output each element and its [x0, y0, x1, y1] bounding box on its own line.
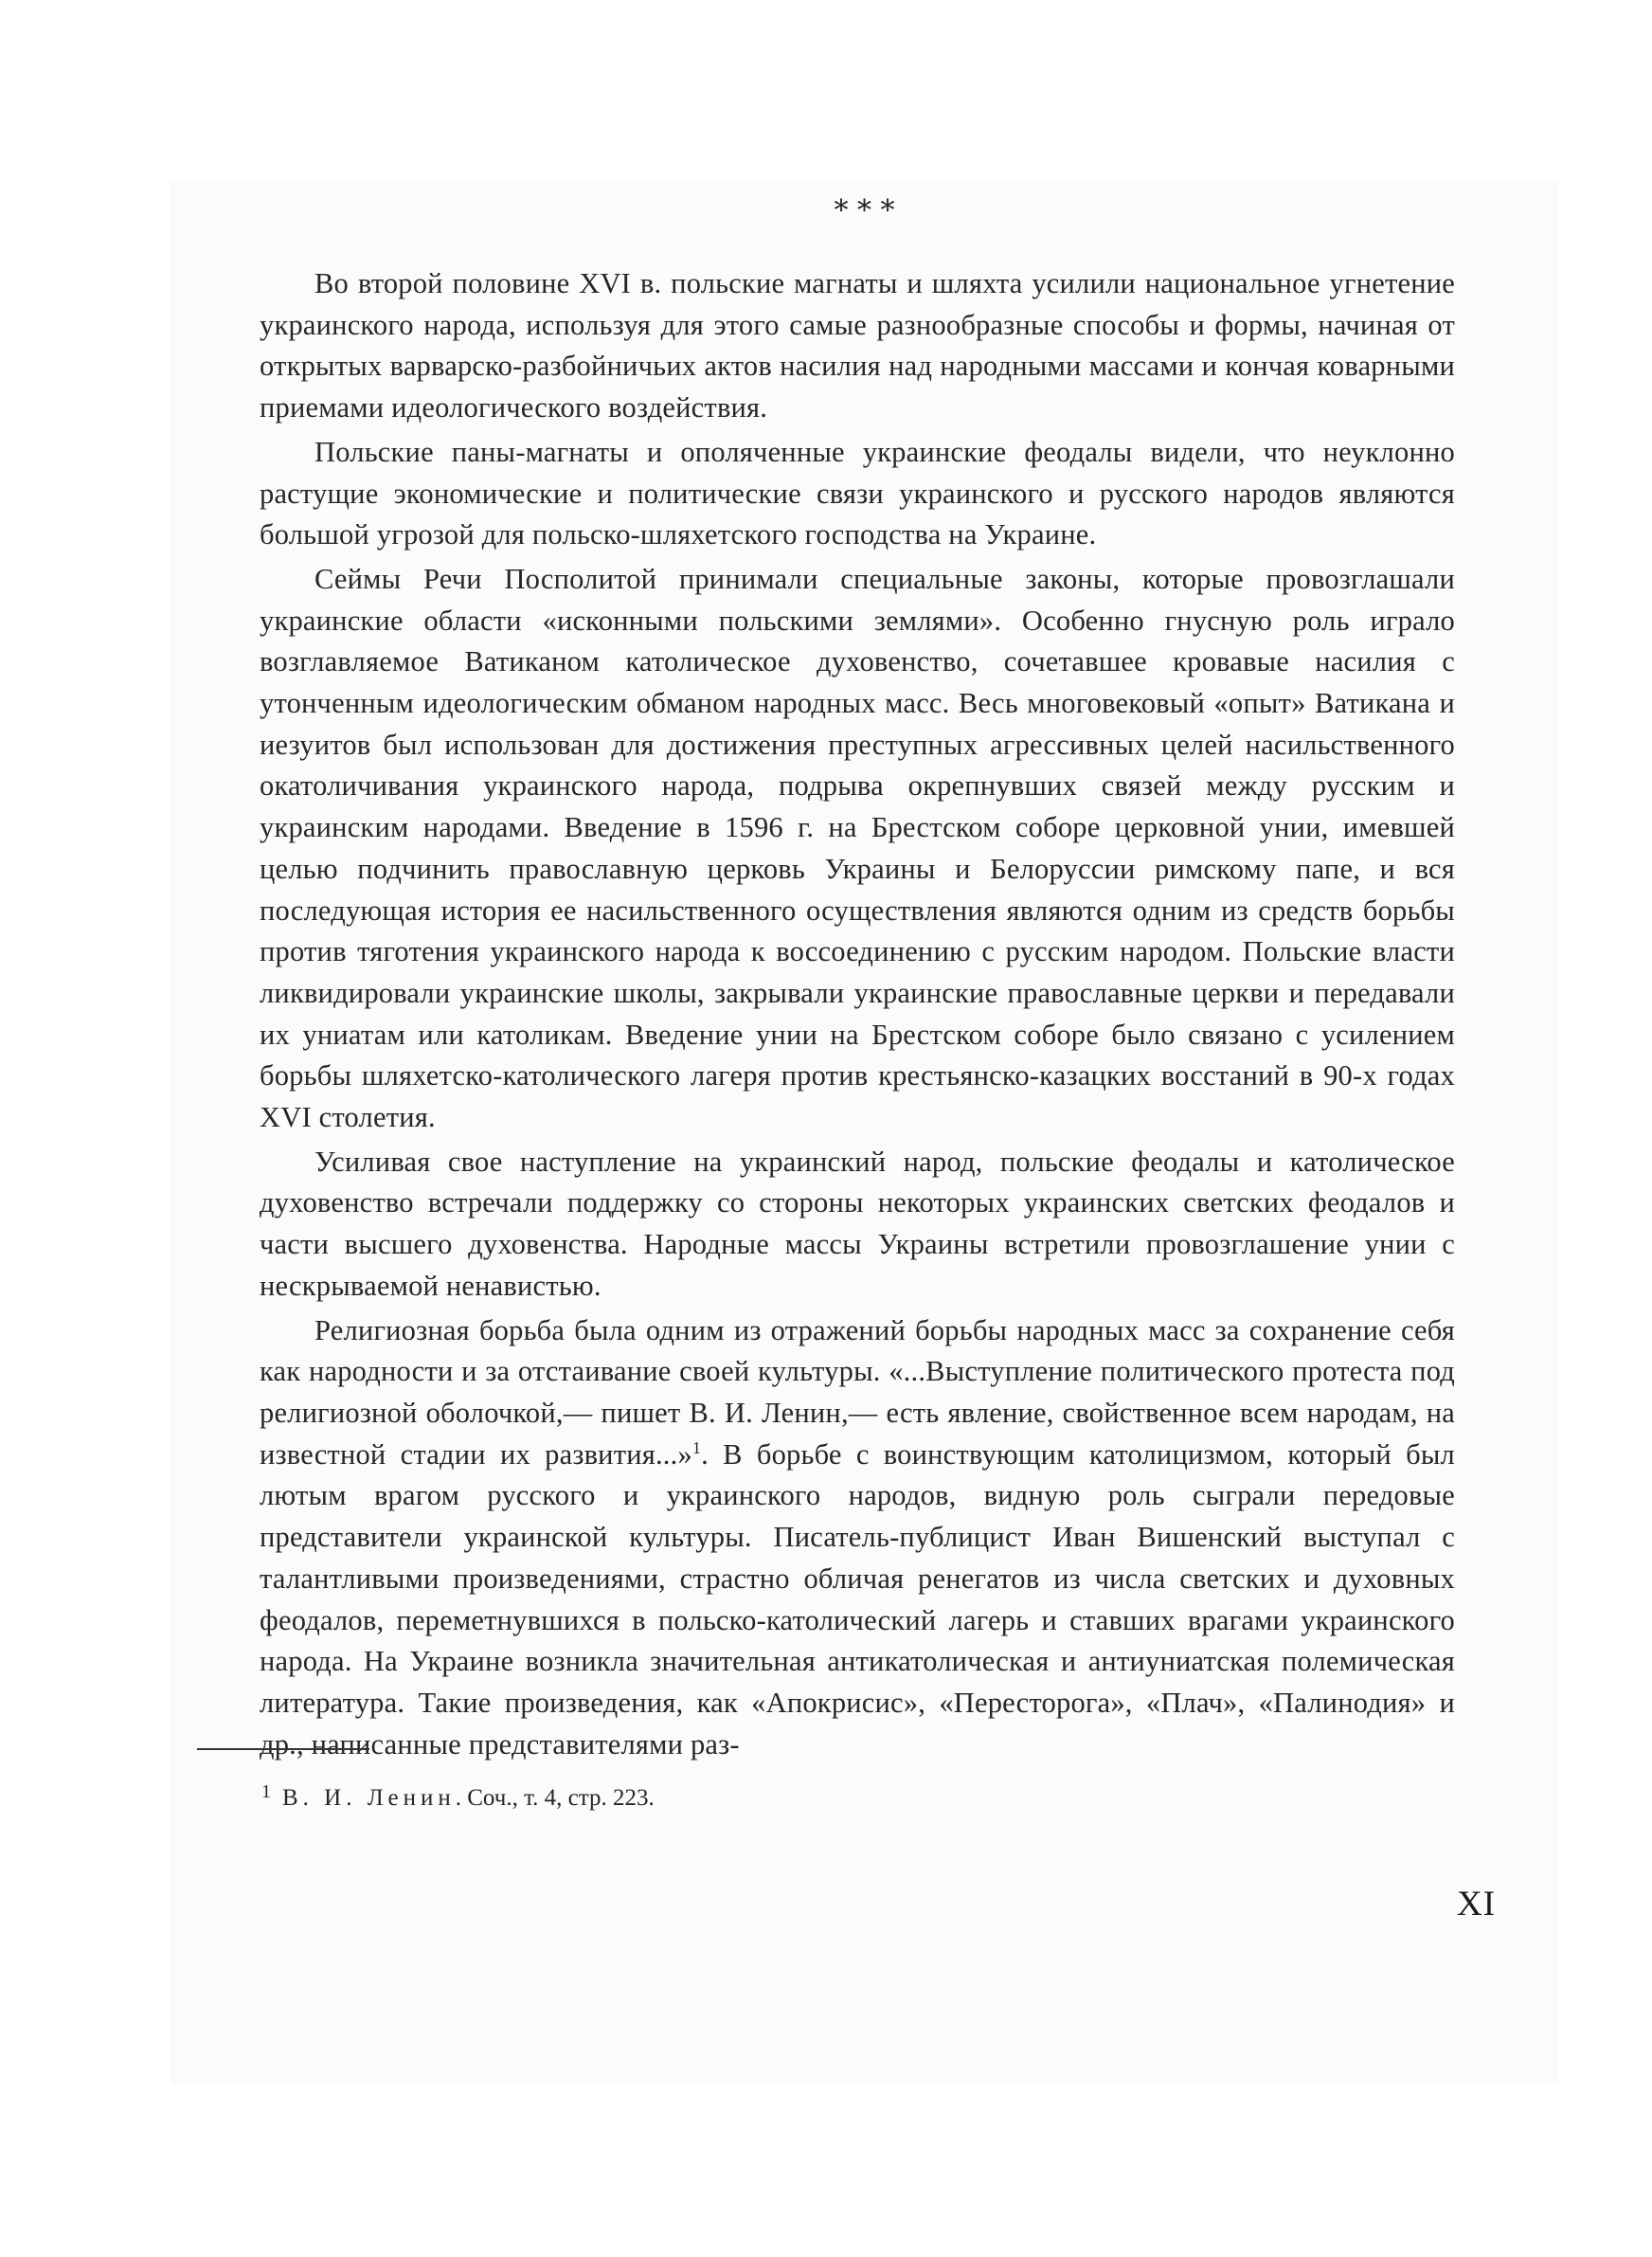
paragraph: Польские паны-магнаты и ополяченные украинские феодалы видели, что неуклонно растущие экономические и политические связи украинского и русского народов являются большой угрозой для польско-шляхетского господства на Украине.: [260, 435, 1455, 551]
footnote-divider: [197, 1748, 369, 1750]
paragraph-text-part: Религиозная борьба была одним из отражений борьбы народных масс за сохранение себя как народности и за отстаивание своей культуры. «...Выступление политического протеста под религиозной оболочкой,— пишет В. И. Ленин,— есть явление, свойственное всем народам, на известной стадии их развития...»: [260, 1313, 1455, 1471]
footnote-reference: 1: [691, 1437, 702, 1457]
footnote-author: В. И. Ленин: [282, 1785, 456, 1811]
footnote: [261, 1781, 655, 1812]
paragraph: Усиливая свое наступление на украинский народ, польские феодалы и католическое духовенство встречали поддержку со стороны некоторых украинских светских феодалов и части высшего духовенства. Народные массы Украины встретили провозглашение унии с нескрываемой ненавистью.: [260, 1145, 1455, 1302]
section-break: * * *: [834, 194, 895, 227]
footnote-mark: 1: [261, 1781, 271, 1802]
page-number: XI: [1457, 1885, 1497, 1923]
paragraph: Во второй половине XVI в. польские магнаты и шляхта усилили национальное угнетение украинского народа, используя для этого самые разнообразные способы и формы, начиная от открытых варварско-разбойничьих актов насилия над народными массами и кончая коварными приемами идеологического воздействия.: [260, 267, 1455, 424]
book-page: [171, 180, 1558, 2085]
paragraph-with-footnote-ref: [260, 1310, 1455, 1766]
paragraph: Сеймы Речи Посполитой принимали специальные законы, которые провозглашали украинские области «исконными польскими землями». Особенно гнусную роль играло возглавляемое Ватиканом католическое духовенство, сочетавшее кровавые насилия с утонченным идеологическим обманом народных масс. Весь многовековый «опыт» Ватикана и иезуитов был использован для достижения преступных агрессивных целей насильственного окатоличивания украинского народа, подрыва окрепнувших связей между русским и украинским народами. Введение в 1596 г. на Брестском соборе церковной унии, имевшей целью подчинить православную церковь Украины и Белоруссии римскому папе, и вся последующая история ее насильственного осуществления являются одним из средств борьбы против тяготения украинского народа к воссоединению с русским народом. Польские власти ликвидировали украинские школы, закрывали украинские православные церкви и передавали их униатам или католикам. Введение унии на Брестском соборе было связано с усилением борьбы шляхетско-католического лагеря против крестьянско-казацких восстаний в 90-х годах XVI столетия.: [260, 562, 1455, 1134]
paragraph-text-part: . В борьбе с воинствующим католицизмом, который был лютым врагом русского и украинского народов, видную роль сыграли передовые представители украинской культуры. Писатель-публицист Иван Вишенский выступал с талантливыми произведениями, страстно обличая ренегатов из числа светских и духовных феодалов, переметнувшихся в польско-католический лагерь и ставших врагами украинского народа. На Украине возникла значительная антикатолическая и антиуниатская полемическая литература. Такие произведения, как «Апокрисис», «Пересторога», «Плач», «Палинодия» и др., написанные представителями раз-: [260, 1437, 1455, 1760]
footnote-citation: . Соч., т. 4, стр. 223.: [455, 1785, 655, 1811]
main-text: [260, 263, 1455, 1765]
